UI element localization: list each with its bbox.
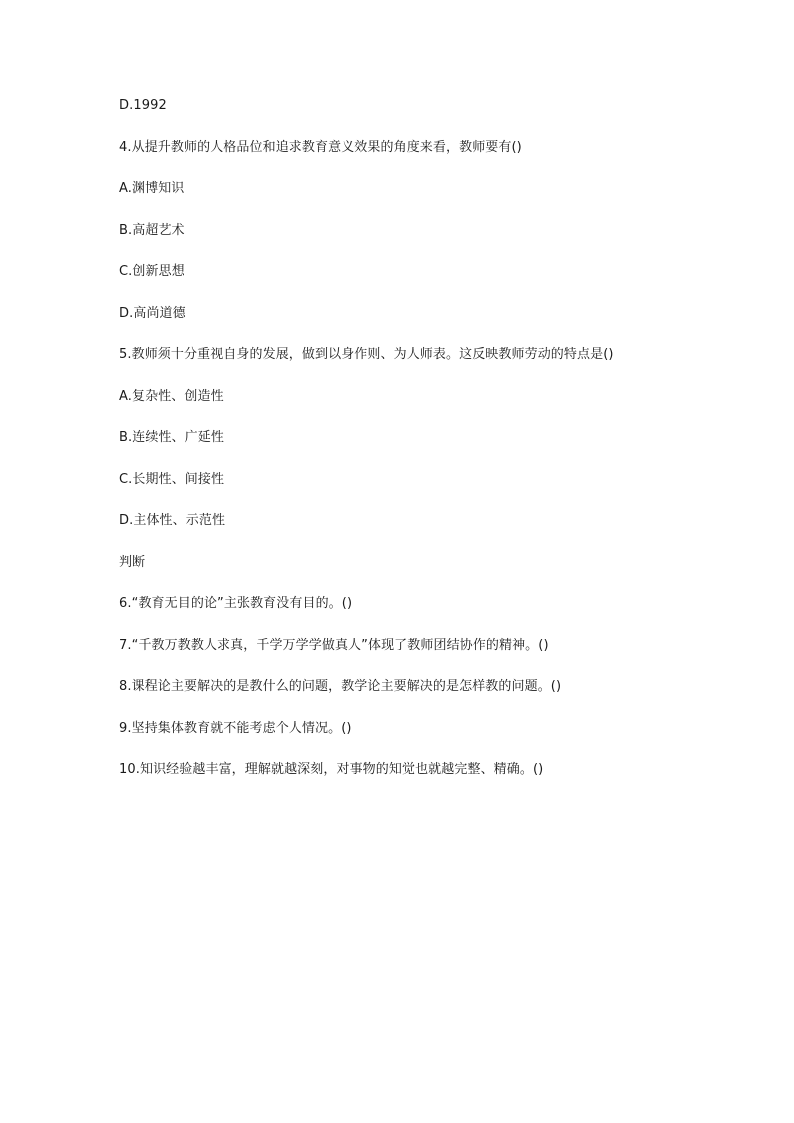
- question-10: 10.知识经验越丰富，理解就越深刻，对事物的知觉也就越完整、精确。(): [119, 762, 544, 777]
- section-heading-judgment: 判断: [119, 554, 146, 570]
- option-c-q5: C.长期性、间接性: [119, 471, 225, 487]
- option-b-q4: B.高超艺术: [119, 222, 185, 238]
- option-d-q4: D.高尚道德: [119, 305, 186, 321]
- option-a-q5: A.复杂性、创造性: [119, 388, 224, 404]
- question-7: 7.“千教万教教人求真，千学万学学做真人”体现了教师团结协作的精神。(): [119, 637, 549, 653]
- document-content: [119, 96, 679, 802]
- question-5: 5.教师须十分重视自身的发展，做到以身作则、为人师表。这反映教师劳动的特点是(): [119, 347, 614, 362]
- question-8: 8.课程论主要解决的是教什么的问题，教学论主要解决的是怎样教的问题。(): [119, 679, 562, 694]
- question-6: 6.“教育无目的论”主张教育没有目的。(): [119, 596, 353, 611]
- option-b-q5: B.连续性、广延性: [119, 430, 224, 445]
- option-c-q4: C.创新思想: [119, 264, 185, 279]
- option-a-q4: A.渊博知识: [119, 181, 185, 196]
- question-4: 4.从提升教师的人格品位和追求教育意义效果的角度来看，教师要有(): [119, 139, 522, 155]
- question-9: 9.坚持集体教育就不能考虑个人情况。(): [119, 720, 352, 736]
- option-d-q3: D.1992: [119, 98, 167, 113]
- option-d-q5: D.主体性、示范性: [119, 513, 226, 528]
